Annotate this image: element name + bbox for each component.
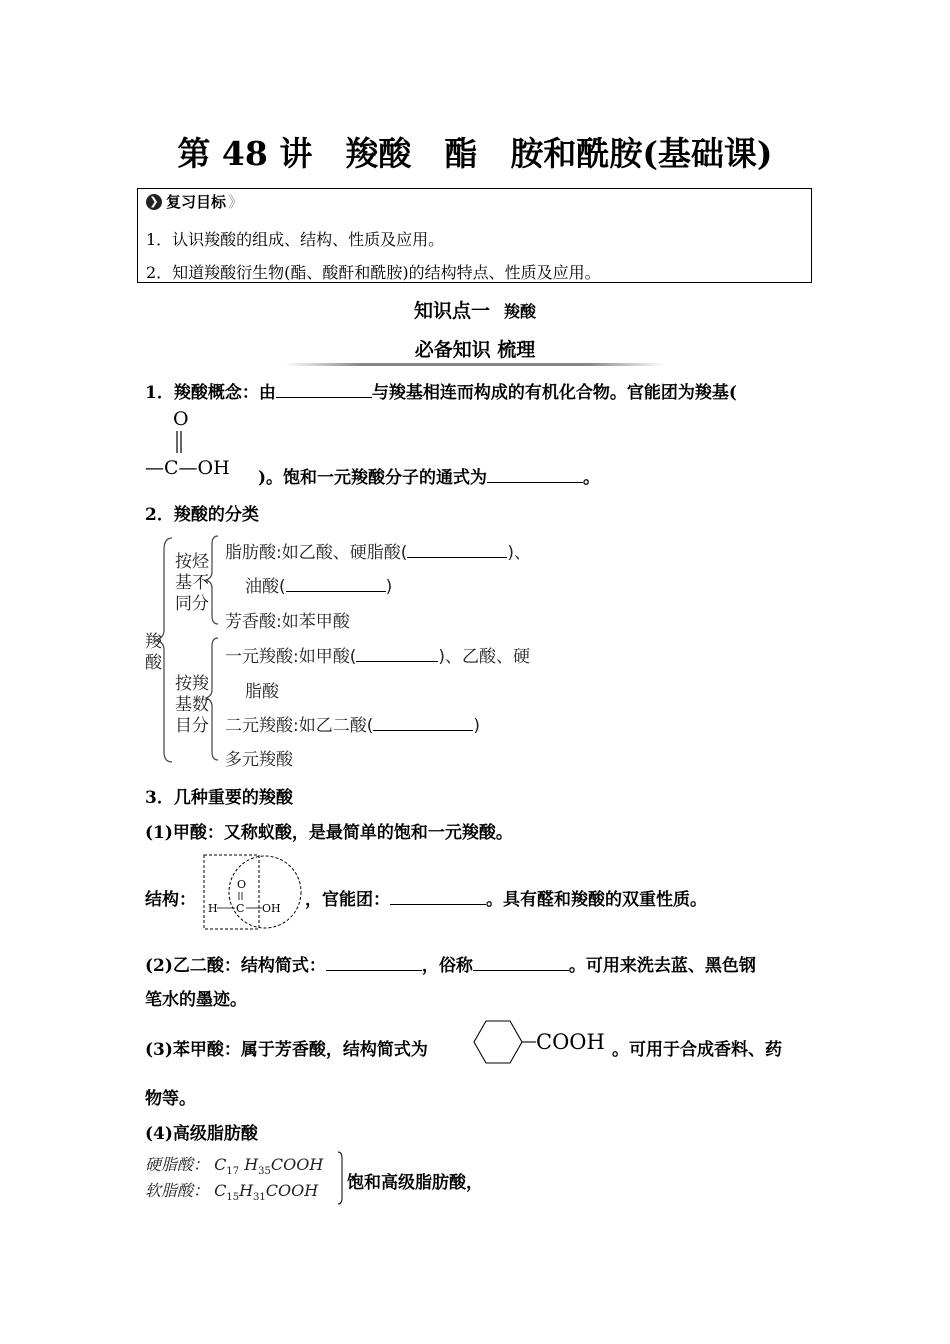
formic-acid-intro: (1)甲酸：又称蚁酸，是最简单的饱和一元羧酸。: [145, 823, 513, 843]
carboxyl-structure: [145, 405, 260, 485]
higher-fatty-acid-heading: (4)高级脂肪酸: [145, 1124, 258, 1144]
section-subtitle: 必备知识 梳理: [414, 339, 536, 361]
paragraph-2-heading: 2．羧酸的分类: [145, 505, 259, 525]
paragraph-3-heading: 3．几种重要的羧酸: [145, 788, 293, 808]
benzoic-acid-structure: [460, 1016, 615, 1068]
svg-text:C: C: [236, 902, 245, 915]
svg-text:COOH: COOH: [536, 1030, 605, 1054]
class-stearic-continued: 脂酸: [245, 682, 279, 702]
benzoic-acid-line-2: 物等。: [145, 1089, 196, 1109]
blank-field: [276, 382, 372, 398]
blank-field: [286, 577, 386, 592]
blank-field: [356, 647, 438, 662]
formic-functional-group: ，官能团： 。具有醛和羧酸的双重性质。: [305, 890, 707, 910]
blank-field: [473, 955, 569, 971]
review-goals-box: [137, 188, 812, 283]
class-monocarboxylic: 一元羧酸:如甲酸( )、乙酸、硬: [225, 647, 531, 667]
carboxyl-c-oh: —C—OH: [145, 457, 230, 479]
stearic-acid-formula: 硬脂酸： $C_{17}$ $H_{35}COOH$: [145, 1155, 324, 1178]
section-title: 知识点一 羧酸: [413, 300, 537, 322]
svg-text:H: H: [208, 902, 218, 915]
blank-field: [487, 467, 583, 483]
oxalic-acid-line-2: 笔水的墨迹。: [145, 990, 247, 1010]
class-dicarboxylic: 二元羧酸:如乙二酸( ): [225, 716, 481, 736]
subtitle-underline: [285, 363, 665, 366]
fatty-acid-suffix: 饱和高级脂肪酸，: [347, 1173, 483, 1193]
formic-structure-label: 结构：: [145, 890, 196, 910]
fatty-acid-bracket: [336, 1150, 346, 1206]
svg-text:OH: OH: [262, 902, 281, 915]
blank-field: [373, 716, 473, 731]
root-label: 羧 酸: [145, 632, 162, 673]
blank-field: [407, 543, 507, 558]
class-fatty-acid: 脂肪酸:如乙酸、硬脂酸( )、: [225, 543, 532, 563]
class-polycarboxylic: 多元羧酸: [225, 750, 293, 770]
class-aromatic-acid: 芳香酸:如苯甲酸: [225, 612, 350, 632]
chevron-right-icon: ❯: [146, 194, 162, 210]
formic-acid-structure: [202, 852, 302, 934]
paragraph-1-line-1: 1．羧酸概念：由 与羧基相连而构成的有机化合物。官能团为羧基(: [145, 383, 737, 403]
double-chevron-icon: 》: [228, 193, 244, 211]
oxalic-acid-line-1: (2)乙二酸：结构简式： ，俗称 。可用来洗去蓝、黑色钢: [145, 956, 756, 976]
svg-text:O: O: [237, 878, 247, 891]
goal-item: 2．知道羧酸衍生物(酯、酸酐和酰胺)的结构特点、性质及应用。: [146, 263, 601, 282]
group2-label: 按羧 基数 目分: [175, 674, 209, 736]
paragraph-1-line-2: )。饱和一元羧酸分子的通式为 。: [258, 468, 601, 488]
page-title: 第 48 讲 羧酸 酯 胺和酰胺(基础课): [177, 134, 773, 173]
benzoic-acid-tail: 。可用于合成香料、药: [612, 1040, 782, 1060]
blank-field: [326, 955, 422, 971]
class-oleic-acid: 油酸( ): [245, 577, 393, 597]
palmitic-acid-formula: 软脂酸： $C_{15}H_{31}COOH$: [145, 1181, 319, 1204]
goal-item: 1．认识羧酸的组成、结构、性质及应用。: [146, 230, 445, 249]
review-goals-header: ❯ 复习目标 》: [146, 191, 243, 212]
carboxyl-o: O: [173, 408, 189, 430]
benzoic-acid-lead: (3)苯甲酸：属于芳香酸，结构简式为: [145, 1040, 428, 1060]
group1-label: 按烃 基不 同分: [175, 552, 209, 614]
blank-field: [390, 889, 486, 905]
